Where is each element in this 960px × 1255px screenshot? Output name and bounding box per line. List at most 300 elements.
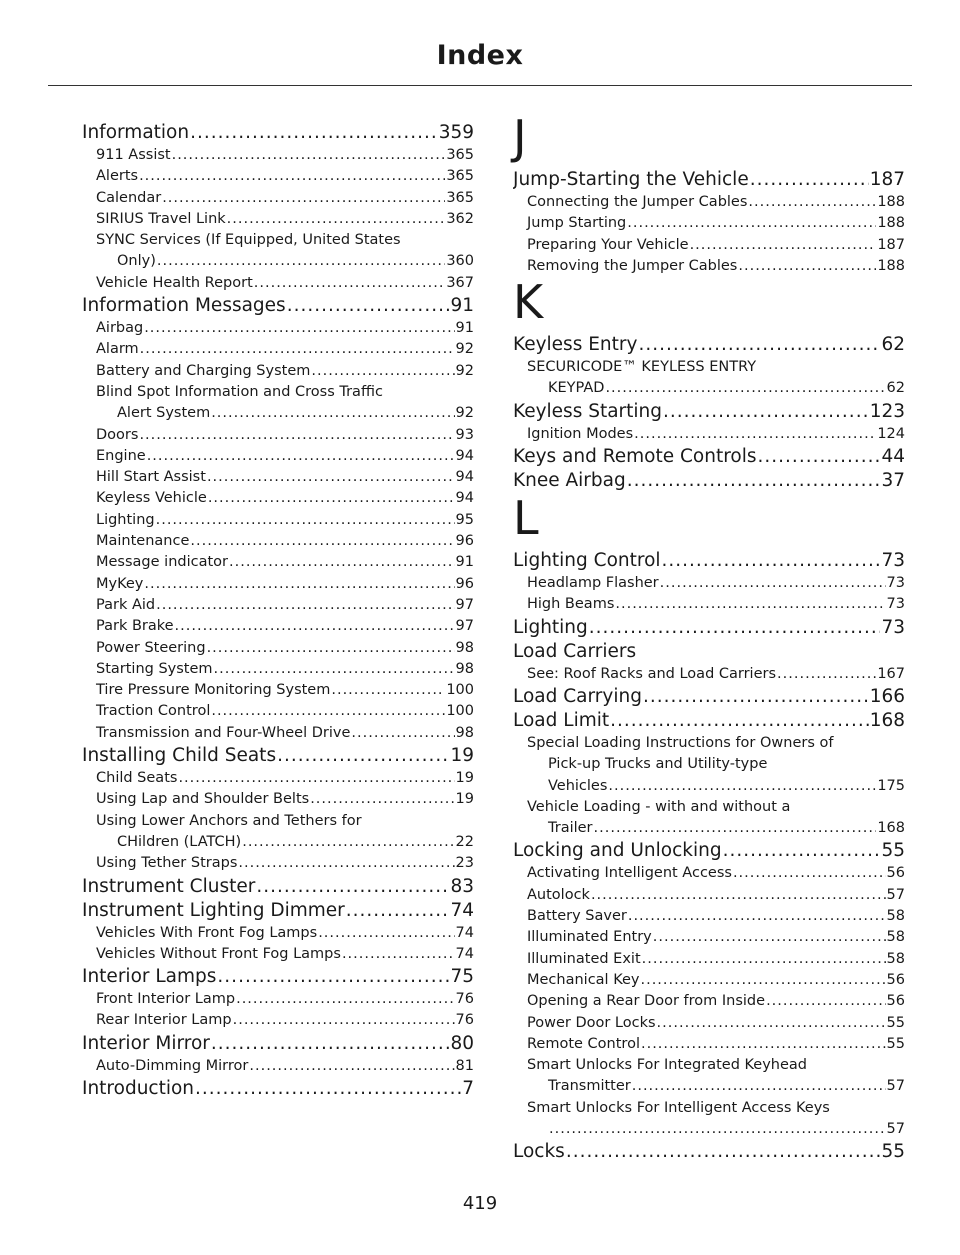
index-subentry-text: Special Loading Instructions for Owners of (527, 734, 834, 751)
dot-leader (627, 469, 881, 493)
index-subentry[interactable] (513, 573, 905, 594)
dot-leader (632, 1076, 886, 1097)
dot-leader (346, 899, 450, 923)
dot-leader (238, 853, 454, 874)
dot-leader (190, 531, 454, 552)
dot-leader (657, 1013, 886, 1034)
dot-leader (643, 685, 869, 709)
entry-title: Power Steering (96, 639, 206, 656)
index-subentry[interactable] (82, 552, 474, 573)
entry-title: Vehicles Without Front Fog Lamps (96, 945, 341, 962)
entry-title: MyKey (96, 575, 144, 592)
dot-leader (175, 616, 455, 637)
entry-page-number: 360 (446, 253, 474, 270)
index-subentry[interactable] (82, 944, 474, 965)
index-subentry[interactable] (82, 1010, 474, 1031)
index-subentry-text: Blind Spot Information and Cross Traffic (96, 383, 383, 400)
entry-title: Child Seats (96, 770, 178, 787)
entry-title: High Beams (527, 596, 615, 613)
entry-page-number: 58 (886, 929, 905, 946)
entry-title: Headlamp Flasher (527, 575, 659, 592)
entry-title: Illuminated Exit (527, 950, 641, 967)
entry-title: CHildren (LATCH) (117, 833, 242, 850)
entry-title: Knee Airbag (513, 470, 626, 492)
entry-page-number: 94 (455, 447, 474, 464)
dot-leader (172, 145, 446, 166)
entry-page-number: 23 (455, 855, 474, 872)
index-entry[interactable] (82, 1077, 474, 1101)
dot-leader (660, 573, 886, 594)
index-subentry[interactable] (513, 664, 905, 685)
dot-leader (310, 789, 454, 810)
entry-page-number: 92 (455, 341, 474, 358)
entry-page-number: 76 (455, 991, 474, 1008)
dot-leader (211, 1032, 450, 1056)
entry-page-number: 91 (455, 320, 474, 337)
dot-leader (162, 188, 445, 209)
dot-leader (331, 680, 445, 701)
entry-page-number: 55 (881, 840, 905, 862)
entry-page-number: 55 (886, 1035, 905, 1052)
index-subentry[interactable] (82, 723, 474, 744)
entry-title: Vehicle Health Report (96, 274, 253, 291)
index-subentry[interactable] (82, 616, 474, 637)
entry-page-number: 97 (455, 618, 474, 635)
entry-page-number: 123 (869, 400, 905, 422)
entry-title: Park Aid (96, 596, 156, 613)
dot-leader (628, 906, 886, 927)
dot-leader (242, 832, 454, 853)
entry-title: Alarm (96, 341, 139, 358)
entry-page-number: 93 (455, 426, 474, 443)
index-subentry-text: Smart Unlocks For Integrated Keyhead (527, 1057, 808, 1074)
index-subentry[interactable] (513, 885, 905, 906)
page-title: Index (436, 40, 524, 71)
index-subentry[interactable] (82, 273, 474, 294)
entry-page-number: 98 (455, 660, 474, 677)
entry-title: KEYPAD (548, 380, 605, 397)
entry-page-number: 188 (877, 257, 905, 274)
dot-leader (594, 818, 877, 839)
entry-title: Tire Pressure Monitoring System (96, 682, 331, 699)
dot-leader (233, 1010, 455, 1031)
entry-page-number: 74 (450, 899, 474, 921)
index-subentry[interactable] (513, 906, 905, 927)
index-subentry[interactable] (513, 424, 905, 445)
index-subentry-text: SYNC Services (If Equipped, United States (96, 232, 401, 249)
entry-page-number: 73 (881, 616, 905, 638)
dot-leader (207, 638, 455, 659)
index-subentry[interactable] (82, 361, 474, 382)
index-subentry[interactable] (513, 256, 905, 277)
entry-title: Traction Control (96, 703, 211, 720)
entry-title: Airbag (96, 320, 144, 337)
entry-title: Lighting Control (513, 550, 661, 572)
index-subentry-text: Pick-up Trucks and Utility-type (548, 756, 768, 773)
entry-title: Lighting (96, 511, 155, 528)
dot-leader (766, 991, 885, 1012)
entry-title: Park Brake (96, 618, 174, 635)
entry-page-number: 75 (450, 966, 474, 988)
dot-leader (144, 574, 454, 595)
dot-leader (641, 1034, 886, 1055)
dot-leader (139, 166, 445, 187)
entry-page-number: 124 (877, 425, 905, 442)
entry-title: Front Interior Lamp (96, 991, 236, 1008)
entry-title: Autolock (527, 886, 590, 903)
entry-page-number: 175 (877, 777, 905, 794)
index-entry[interactable] (82, 294, 474, 318)
entry-title: Preparing Your Vehicle (527, 236, 689, 253)
entry-page-number: 74 (455, 924, 474, 941)
entry-title: Hill Start Assist (96, 469, 206, 486)
entry-title: Trailer (548, 820, 593, 837)
dot-leader (605, 378, 885, 399)
index-entry[interactable] (513, 549, 905, 573)
dot-leader (211, 701, 445, 722)
entry-page-number: 167 (877, 665, 905, 682)
header-rule (48, 85, 912, 86)
entry-title: SIRIUS Travel Link (96, 210, 226, 227)
index-entry[interactable] (82, 744, 474, 768)
index-entry[interactable] (513, 469, 905, 493)
dot-leader (738, 256, 876, 277)
entry-page-number: 166 (869, 685, 905, 707)
dot-leader (214, 659, 455, 680)
dot-leader (342, 944, 455, 965)
dot-leader (733, 863, 886, 884)
index-subentry[interactable] (513, 776, 905, 797)
dot-leader (144, 318, 454, 339)
dot-leader (256, 875, 449, 899)
index-entry-heading: Load Carriers (513, 640, 637, 662)
index-subentry[interactable] (82, 701, 474, 722)
index-subentry[interactable] (513, 927, 905, 948)
dot-leader (690, 235, 877, 256)
entry-page-number: 19 (455, 791, 474, 808)
index-entry[interactable] (513, 168, 905, 192)
dot-leader (156, 595, 454, 616)
dot-leader (566, 1140, 881, 1164)
dot-leader (589, 616, 881, 640)
index-entry[interactable] (513, 616, 905, 640)
index-subentry[interactable] (513, 970, 905, 991)
entry-title: Vehicles (548, 777, 608, 794)
dot-leader (608, 776, 876, 797)
dot-leader (591, 885, 886, 906)
entry-page-number: 22 (455, 833, 474, 850)
index-subentry-text: Smart Unlocks For Intelligent Access Keys (527, 1099, 830, 1116)
entry-page-number: 100 (446, 703, 474, 720)
index-subentry[interactable] (513, 991, 905, 1012)
entry-page-number: 365 (446, 168, 474, 185)
entry-page-number: 187 (877, 236, 905, 253)
dot-leader (190, 121, 438, 145)
dot-leader (318, 923, 454, 944)
entry-page-number: 58 (886, 950, 905, 967)
entry-title: Lighting (513, 616, 588, 638)
entry-title: Connecting the Jumper Cables (527, 194, 748, 210)
dot-leader (777, 664, 876, 685)
index-subentry[interactable] (82, 209, 474, 230)
page-header (0, 0, 960, 88)
index-subentry-text: Using Lower Anchors and Tethers for (96, 812, 362, 829)
index-entry[interactable] (82, 899, 474, 923)
dot-leader (351, 723, 454, 744)
entry-title: Locks (513, 1141, 565, 1163)
index-subentry[interactable] (513, 1119, 905, 1140)
index-subentry[interactable] (82, 595, 474, 616)
entry-page-number: 74 (455, 945, 474, 962)
index-subentry[interactable] (82, 339, 474, 360)
entry-title: Introduction (82, 1077, 195, 1099)
index-subentry[interactable] (513, 949, 905, 970)
entry-title: Only) (117, 253, 156, 270)
entry-page-number: 62 (886, 380, 905, 397)
entry-title: See: Roof Racks and Load Carriers (527, 665, 777, 682)
entry-title: Battery and Charging System (96, 362, 311, 379)
index-subentry[interactable] (82, 166, 474, 187)
entry-title: Using Lap and Shoulder Belts (96, 791, 310, 808)
dot-leader (549, 1119, 886, 1140)
entry-title: Load Limit (513, 709, 610, 731)
dot-leader (254, 273, 446, 294)
entry-page-number: 81 (455, 1057, 474, 1074)
dot-leader (211, 403, 454, 424)
dot-leader (610, 709, 869, 733)
entry-title: Transmitter (548, 1078, 631, 1095)
entry-title: Engine (96, 447, 146, 464)
entry-title: Transmission and Four-Wheel Drive (96, 724, 351, 741)
index-subentry[interactable] (513, 1034, 905, 1055)
index-entry[interactable] (82, 965, 474, 989)
dot-leader (723, 839, 881, 863)
index-entry[interactable] (82, 1032, 474, 1056)
entry-title: Interior Lamps (82, 966, 217, 988)
index-entry[interactable] (513, 333, 905, 357)
entry-page-number: 73 (881, 550, 905, 572)
dot-leader (758, 445, 881, 469)
index-subentry-text: SECURICODE™ KEYLESS ENTRY (527, 359, 757, 376)
index-subentry[interactable] (82, 989, 474, 1010)
dot-leader (615, 594, 885, 615)
entry-page-number: 92 (455, 405, 474, 422)
dot-leader (249, 1056, 454, 1077)
index-subentry[interactable] (82, 251, 474, 272)
entry-page-number: 100 (446, 682, 474, 699)
entry-title: Doors (96, 426, 139, 443)
dot-leader (208, 488, 455, 509)
entry-title: Removing the Jumper Cables (527, 257, 738, 274)
dot-leader (311, 361, 454, 382)
entry-page-number: 7 (462, 1077, 474, 1099)
index-subentry[interactable] (82, 923, 474, 944)
dot-leader (227, 209, 446, 230)
index-subentry[interactable] (513, 863, 905, 884)
entry-title: Interior Mirror (82, 1032, 210, 1054)
entry-page-number: 188 (877, 194, 905, 210)
index-subentry[interactable] (82, 446, 474, 467)
index-column-right (513, 112, 905, 1164)
entry-page-number: 98 (455, 639, 474, 656)
dot-leader (178, 768, 454, 789)
index-entry[interactable] (513, 685, 905, 709)
entry-title: Battery Saver (527, 908, 627, 925)
index-subentry[interactable] (82, 789, 474, 810)
dot-leader (662, 549, 881, 573)
dot-leader (748, 192, 876, 213)
index-subentry[interactable] (82, 425, 474, 446)
entry-title: Opening a Rear Door from Inside (527, 993, 766, 1010)
index-subentry[interactable] (82, 853, 474, 874)
entry-page-number: 187 (869, 169, 905, 190)
entry-page-number: 97 (455, 596, 474, 613)
index-subentry[interactable] (513, 1013, 905, 1034)
entry-page-number: 55 (881, 1141, 905, 1163)
entry-title: Information (82, 122, 190, 143)
dot-leader (642, 949, 886, 970)
index-entry[interactable] (513, 400, 905, 424)
index-subentry[interactable] (82, 832, 474, 853)
entry-title: Remote Control (527, 1035, 640, 1052)
index-subentry[interactable] (513, 594, 905, 615)
entry-title: Activating Intelligent Access (527, 865, 732, 882)
index-entry[interactable] (82, 875, 474, 899)
entry-page-number: 95 (455, 511, 474, 528)
entry-page-number: 55 (886, 1014, 905, 1031)
entry-title: Instrument Cluster (82, 875, 256, 897)
index-subentry[interactable] (513, 378, 905, 399)
entry-page-number: 56 (886, 865, 905, 882)
index-letter-heading: J (513, 110, 527, 164)
dot-leader (638, 333, 880, 357)
entry-page-number: 94 (455, 469, 474, 486)
index-subentry[interactable] (82, 659, 474, 680)
entry-page-number: 57 (886, 886, 905, 903)
entry-page-number: 83 (450, 875, 474, 897)
entry-page-number: 56 (886, 971, 905, 988)
entry-page-number: 91 (450, 295, 474, 317)
index-subentry[interactable] (82, 488, 474, 509)
entry-page-number: 76 (455, 1012, 474, 1029)
entry-page-number: 73 (886, 596, 905, 613)
index-subentry[interactable] (513, 192, 905, 213)
entry-title: Illuminated Entry (527, 929, 652, 946)
index-subentry[interactable] (82, 145, 474, 166)
index-subentry[interactable] (513, 818, 905, 839)
entry-page-number: 94 (455, 490, 474, 507)
entry-page-number: 365 (446, 147, 474, 163)
index-entry[interactable] (513, 445, 905, 469)
entry-page-number: 80 (450, 1032, 474, 1054)
index-subentry[interactable] (513, 1076, 905, 1097)
index-subentry[interactable] (82, 188, 474, 209)
index-subentry[interactable] (513, 235, 905, 256)
index-subentry-text: Vehicle Loading - with and without a (527, 798, 791, 815)
dot-leader (207, 467, 455, 488)
entry-title: Keyless Vehicle (96, 490, 207, 507)
dot-leader (147, 446, 455, 467)
entry-page-number: 168 (869, 709, 905, 731)
index-subentry[interactable] (82, 638, 474, 659)
page-number: 419 (462, 1193, 498, 1214)
entry-page-number: 96 (455, 575, 474, 592)
dot-leader (634, 424, 876, 445)
entry-title: Keyless Entry (513, 334, 638, 356)
index-entry[interactable] (513, 839, 905, 863)
dot-leader (195, 1077, 461, 1101)
entry-page-number: 96 (455, 533, 474, 550)
index-letter-heading: L (513, 491, 539, 546)
index-entry[interactable] (513, 1140, 905, 1164)
entry-page-number: 168 (877, 820, 905, 837)
index-entry[interactable] (82, 121, 474, 145)
entry-page-number: 58 (886, 908, 905, 925)
index-entry[interactable] (513, 709, 905, 733)
index-subentry[interactable] (82, 531, 474, 552)
entry-page-number: 362 (446, 210, 474, 227)
index-subentry[interactable] (82, 467, 474, 488)
entry-page-number: 92 (455, 362, 474, 379)
entry-title: Mechanical Key (527, 971, 640, 988)
dot-leader (139, 425, 454, 446)
entry-title: Calendar (96, 189, 162, 206)
dot-leader (157, 251, 445, 272)
entry-page-number: 91 (455, 554, 474, 571)
index-subentry[interactable] (513, 213, 905, 234)
entry-page-number: 44 (881, 446, 905, 468)
entry-title: Vehicles With Front Fog Lamps (96, 924, 318, 941)
index-subentry[interactable] (82, 403, 474, 424)
entry-title: Installing Child Seats (82, 745, 277, 767)
entry-title: Jump Starting (527, 215, 627, 232)
entry-title: Jump-Starting the Vehicle (513, 169, 749, 190)
entry-page-number: 56 (886, 993, 905, 1010)
entry-title: Starting System (96, 660, 213, 677)
entry-title: Keys and Remote Controls (513, 446, 757, 468)
entry-title: Alert System (117, 405, 211, 422)
dot-leader (140, 339, 455, 360)
dot-leader (236, 989, 454, 1010)
index-subentry[interactable] (82, 510, 474, 531)
entry-page-number: 19 (455, 770, 474, 787)
dot-leader (640, 970, 885, 991)
entry-title: Alerts (96, 168, 139, 185)
dot-leader (229, 552, 455, 573)
entry-title: Information Messages (82, 295, 286, 317)
entry-title: Locking and Unlocking (513, 840, 722, 862)
index-subentry[interactable] (82, 318, 474, 339)
entry-page-number: 73 (886, 575, 905, 592)
entry-title: Auto-Dimming Mirror (96, 1057, 249, 1074)
entry-title: Message indicator (96, 554, 228, 571)
entry-page-number: 19 (450, 745, 474, 767)
dot-leader (750, 168, 869, 192)
entry-page-number: 57 (886, 1078, 905, 1095)
entry-title: Keyless Starting (513, 400, 663, 422)
index-subentry[interactable] (82, 680, 474, 701)
entry-title: Instrument Lighting Dimmer (82, 899, 345, 921)
entry-page-number: 37 (881, 470, 905, 492)
entry-title: 911 Assist (96, 147, 171, 163)
entry-title: Maintenance (96, 533, 190, 550)
index-subentry[interactable] (82, 768, 474, 789)
entry-page-number: 359 (438, 122, 474, 143)
dot-leader (653, 927, 886, 948)
index-column-left (82, 121, 474, 1101)
index-subentry[interactable] (82, 1056, 474, 1077)
index-subentry[interactable] (82, 574, 474, 595)
